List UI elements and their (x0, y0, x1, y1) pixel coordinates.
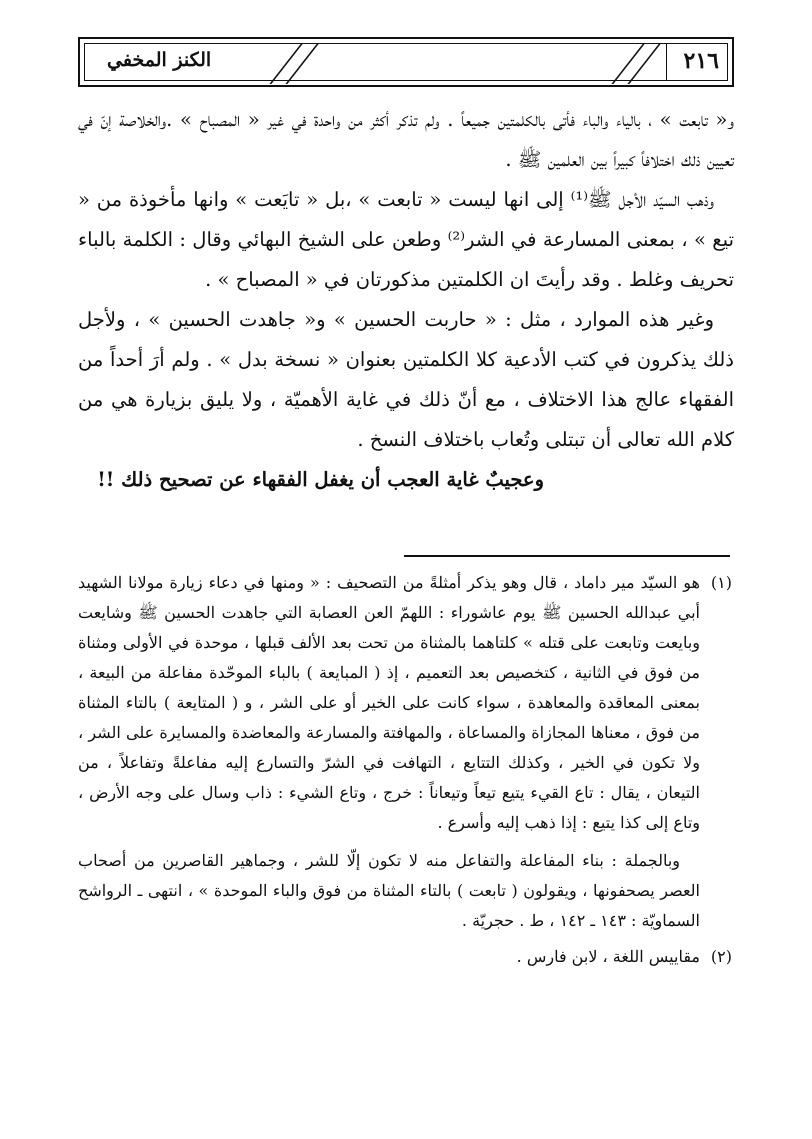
header-ornament-line (611, 44, 644, 84)
footnote-2-number: (٢) (710, 947, 732, 966)
footnote-1-continuation: وبالجملة : بناء المفاعلة والتفاعل منه لا تكون إلّا للشر ، وجماهير القاصرين من أصحاب العصر يصحفونها ، ويقولون ( تابعت ) بالتاء المثناة من فوق والباء الموحدة » ، انتهى ـ الرواشح السماويّة : ١٤٣ ـ ١٤٢ ، ط . حجريّة . (78, 851, 700, 930)
footnote-2 (78, 942, 732, 972)
footnote-1 (78, 568, 732, 936)
footnote-1-text: هو السيّد مير داماد ، قال وهو يذكر أمثلةً من التصحيف : « ومنها في دعاء زيارة مولانا الشهيد أبي عبدالله الحسين ﷺ يوم عاشوراء : اللهمّ العن العصابة التي جاهدت الحسين ﷺ وشايعت وبايعت وتابعت على قتله » كلتاهما بالمثناة من تحت بعد الألف قبلها ، موحدة في الأولى ومثناة من فوق في الثانية ، كتخصيص بعد التعميم ، إذ ( المبايعة ) بالباء الموحّدة مفاعلة من البيعة ، بمعنى المعاقدة والمعاهدة ، سواء كانت على الخير أو على الشر ، و ( المتايعة ) بالتاء المثناة من فوق ، معناها المجازاة والمساعاة ، والمهافتة والمسارعة والمعاضدة والمسايرة على الشر ، ولا تكون في الخير ، وكذلك التتايع ، التهافت في الشرّ والتسارع إليه مفاعلةً وتفاعلاً ، من التيعان ، يقال : تاع القيء يتيع تيعاً وتيعاناً : خرج ، وتاع الشيء : ذاب وسال على وجه الأرض ، وتاع إلى كذا يتيع : إذا ذهب إليه وأسرع . (78, 573, 700, 832)
footnote-2-text: مقاييس اللغة ، لابن فارس . (516, 947, 700, 966)
footnotes (78, 568, 732, 972)
footnote-separator (404, 555, 730, 557)
footnote-1-number: (١) (710, 573, 732, 592)
page-number: ٢١٦ (683, 48, 719, 74)
paragraph-4: وعجيبٌ غاية العجب أن يغفل الفقهاء عن تصحيح ذلك !! (97, 468, 544, 491)
paragraph-2: وذهب السيّد الأجل ﷺ⁽¹⁾ إلى انها ليست « تابعت » ،بل « تايَعت » وانها مأخوذة من « تيع » ، بمعنى المسارعة في الشر⁽²⁾ وطعن على الشيخ البهائي وقال : الكلمة بالباء تحريف وغلط . وقد رأيتَ ان الكلمتين مذكورتان في « المصباح » . (78, 188, 734, 291)
header-divider (666, 44, 668, 80)
header-ornament-line (269, 44, 302, 84)
header-ornament-line (285, 44, 318, 84)
paragraph-1: و« تابعت » ، بالياء والباء فأتى بالكلمتين جميعاً . ولم تذكر أكثر من واحدة في غير « المصباح » .والخلاصة إنّ في تعيين ذلك اختلافاً كبيراً بين العلمين ﷺ . (78, 108, 734, 171)
header-inner-frame (84, 43, 728, 81)
running-header (78, 37, 734, 87)
book-title: الكنز المخفي (107, 49, 212, 71)
paragraph-3: وغير هذه الموارد ، مثل : « حاربت الحسين » و« جاهدت الحسين » ، ولأجل ذلك يذكرون في كتب الأدعية كلا الكلمتين بعنوان « نسخة بدل » . ولم أرَ أحداً من الفقهاء عالج هذا الاختلاف ، مع أنّ ذلك في غاية الأهميّة ، ولا يليق بزيارة هي من كلام الله تعالى أن تبتلى وتُعاب باختلاف النسخ . (78, 308, 734, 451)
main-text (78, 100, 734, 500)
header-ornament-line (627, 44, 660, 84)
